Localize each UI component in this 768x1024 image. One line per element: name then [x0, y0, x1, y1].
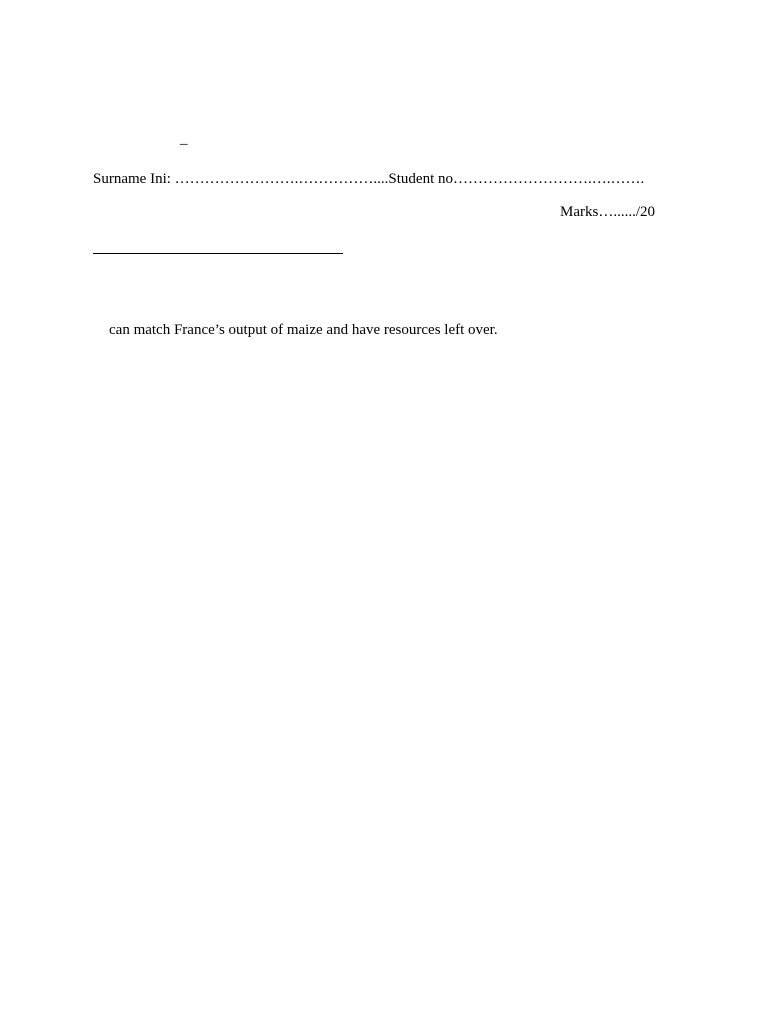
surname-student-number-line: Surname Ini: …………………….……………....Student no……………………….….……. [93, 171, 645, 187]
horizontal-rule [93, 253, 343, 254]
body-text-line: can match France’s output of maize and have resources left over. [109, 322, 498, 338]
heading-dash: – [180, 136, 188, 152]
marks-line: Marks…....../20 [560, 204, 655, 220]
